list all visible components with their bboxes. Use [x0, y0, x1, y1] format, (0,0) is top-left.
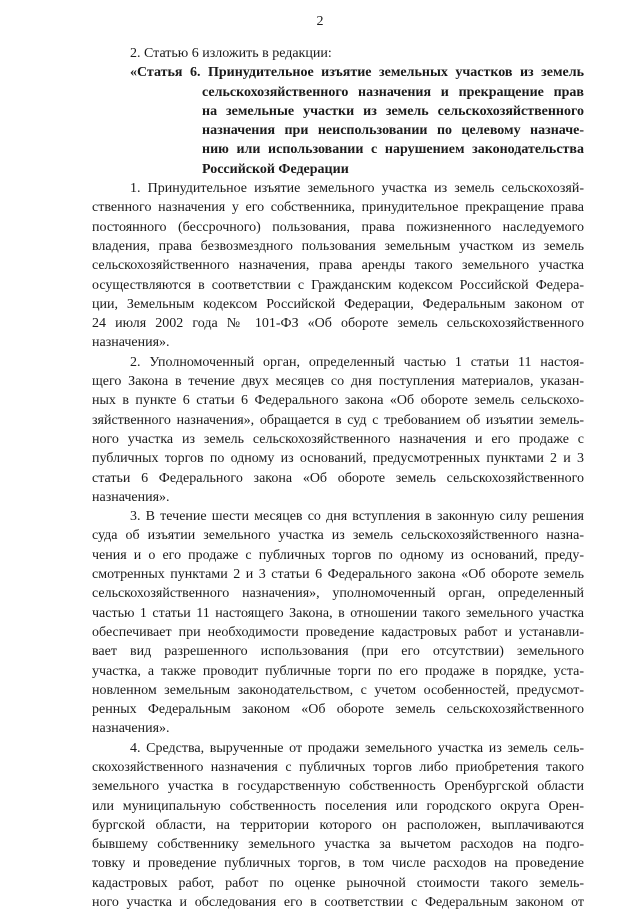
paragraph-line: бургской области, на территории которого он расположен, выплачиваются	[92, 817, 584, 833]
paragraph-line: кадастровых работ, работ по оценке рыночной стоимости такого земель-	[92, 875, 584, 891]
paragraph-4	[92, 739, 584, 912]
heading-line: сельскохозяйственного назначения и прекращение прав	[202, 84, 584, 100]
paragraph-line: скохозяйственного назначения с публичных торгов либо приобретения такого	[92, 759, 584, 775]
paragraph-line: сельскохозяйственного назначения», уполномоченный орган, определенный	[92, 586, 584, 602]
paragraph-3	[92, 507, 584, 739]
paragraph-1	[92, 179, 584, 353]
paragraph-line: постоянного (бессрочного) пользования, права пожизненного наследуемого	[92, 219, 584, 235]
paragraph-line: ного участка и обследования его в соответствии с Федеральным законом от	[92, 895, 584, 911]
paragraph-line: 24 июля 2002 года № 101-ФЗ «Об обороте земель сельскохозяйственного	[92, 316, 584, 332]
paragraph-line: назначения».	[92, 721, 170, 737]
paragraph-line: новленном земельным законодательством, с учетом особенностей, предусмот-	[92, 682, 584, 698]
paragraph-line: зяйственного назначения», обращается в суд с требованием об изъятии земель-	[92, 412, 584, 428]
paragraph-line: бывшему собственнику земельного участка за вычетом расходов на подго-	[92, 837, 584, 853]
heading-line: на земельные участки из земель сельскохозяйственного	[202, 103, 584, 119]
article-heading	[92, 63, 584, 179]
heading-line: Российской Федерации	[202, 161, 349, 177]
paragraph-line: 2. Уполномоченный орган, определенный частью 1 статьи 11 настоя-	[130, 354, 584, 370]
paragraph-line: назначения».	[92, 489, 170, 505]
paragraph-line: чения и о его продаже с публичных торгов по одному из оснований, преду-	[92, 547, 584, 563]
paragraph-line: ции, Земельным кодексом Российской Федерации, Федеральным законом от	[92, 296, 584, 312]
paragraph-line: 4. Средства, вырученные от продажи земельного участка из земель сель-	[130, 740, 584, 756]
paragraph-line: статьи 6 Федерального закона «Об обороте земель сельскохозяйственного	[92, 470, 584, 486]
document-body	[92, 44, 584, 912]
paragraph-line: 3. В течение шести месяцев со дня вступления в законную силу решения	[130, 509, 584, 525]
heading-line: нию или использовании с нарушением законодательства	[202, 142, 584, 158]
article-paragraphs	[92, 179, 584, 912]
paragraph-line: 1. Принудительное изъятие земельного участка из земель сельскохозяй-	[130, 181, 584, 197]
paragraph-line: ных в пункте 6 статьи 6 Федерального закона «Об обороте земель сельскохо-	[92, 393, 584, 409]
paragraph-line: обеспечивает при необходимости проведение кадастровых работ и устанавли-	[92, 624, 584, 640]
paragraph-2	[92, 353, 584, 507]
paragraph-line: ренных Федеральным законом «Об обороте земель сельскохозяйственного	[92, 702, 584, 718]
paragraph-line: владения, права безвозмездного пользования земельным участком из земель	[92, 238, 584, 254]
paragraph-line: участка, а также проводит публичные торги по его продаже в порядке, уста-	[92, 663, 584, 679]
paragraph-line: сельскохозяйственного назначения, права аренды такого земельного участка	[92, 258, 584, 274]
paragraph-line: осуществляются в соответствии с Гражданским кодексом Российской Федера-	[92, 277, 584, 293]
paragraph-line: щего Закона в течение двух месяцев со дня поступления материалов, указан-	[92, 374, 584, 390]
page-number: 2	[316, 14, 324, 29]
paragraph-line: назначения».	[92, 335, 170, 351]
amendment-item-2: 2. Статью 6 изложить в редакции:	[130, 46, 332, 61]
paragraph-line: смотренных пунктами 2 и 3 статьи 6 Федерального закона «Об обороте земель	[92, 567, 584, 583]
paragraph-line: или муниципальную собственность поселения или городского округа Орен-	[92, 798, 584, 814]
paragraph-line: земельного участка в государственную собственность Оренбургской области	[92, 779, 584, 795]
paragraph-line: товку и проведение публичных торгов, в том числе расходов на проведение	[92, 856, 584, 872]
heading-line: «Статья 6. Принудительное изъятие земельных участков из земель	[130, 65, 584, 81]
paragraph-line: ного участка из земель сельскохозяйственного назначения и его продаже с	[92, 431, 584, 447]
paragraph-line: частью 1 статьи 11 настоящего Закона, в отношении такого земельного участка	[92, 605, 584, 621]
paragraph-line: ственного назначения у его собственника, принудительное прекращение права	[92, 200, 584, 216]
paragraph-line: публичных торгов по одному из оснований, предусмотренных пунктами 2 и 3	[92, 451, 584, 467]
heading-line: назначения при неиспользовании по целевому назначе-	[202, 123, 584, 139]
paragraph-line: вает вид разрешенного использования (при его отсутствии) земельного	[92, 644, 584, 660]
paragraph-line: суда об изъятии земельного участка из земель сельскохозяйственного назна-	[92, 528, 584, 544]
